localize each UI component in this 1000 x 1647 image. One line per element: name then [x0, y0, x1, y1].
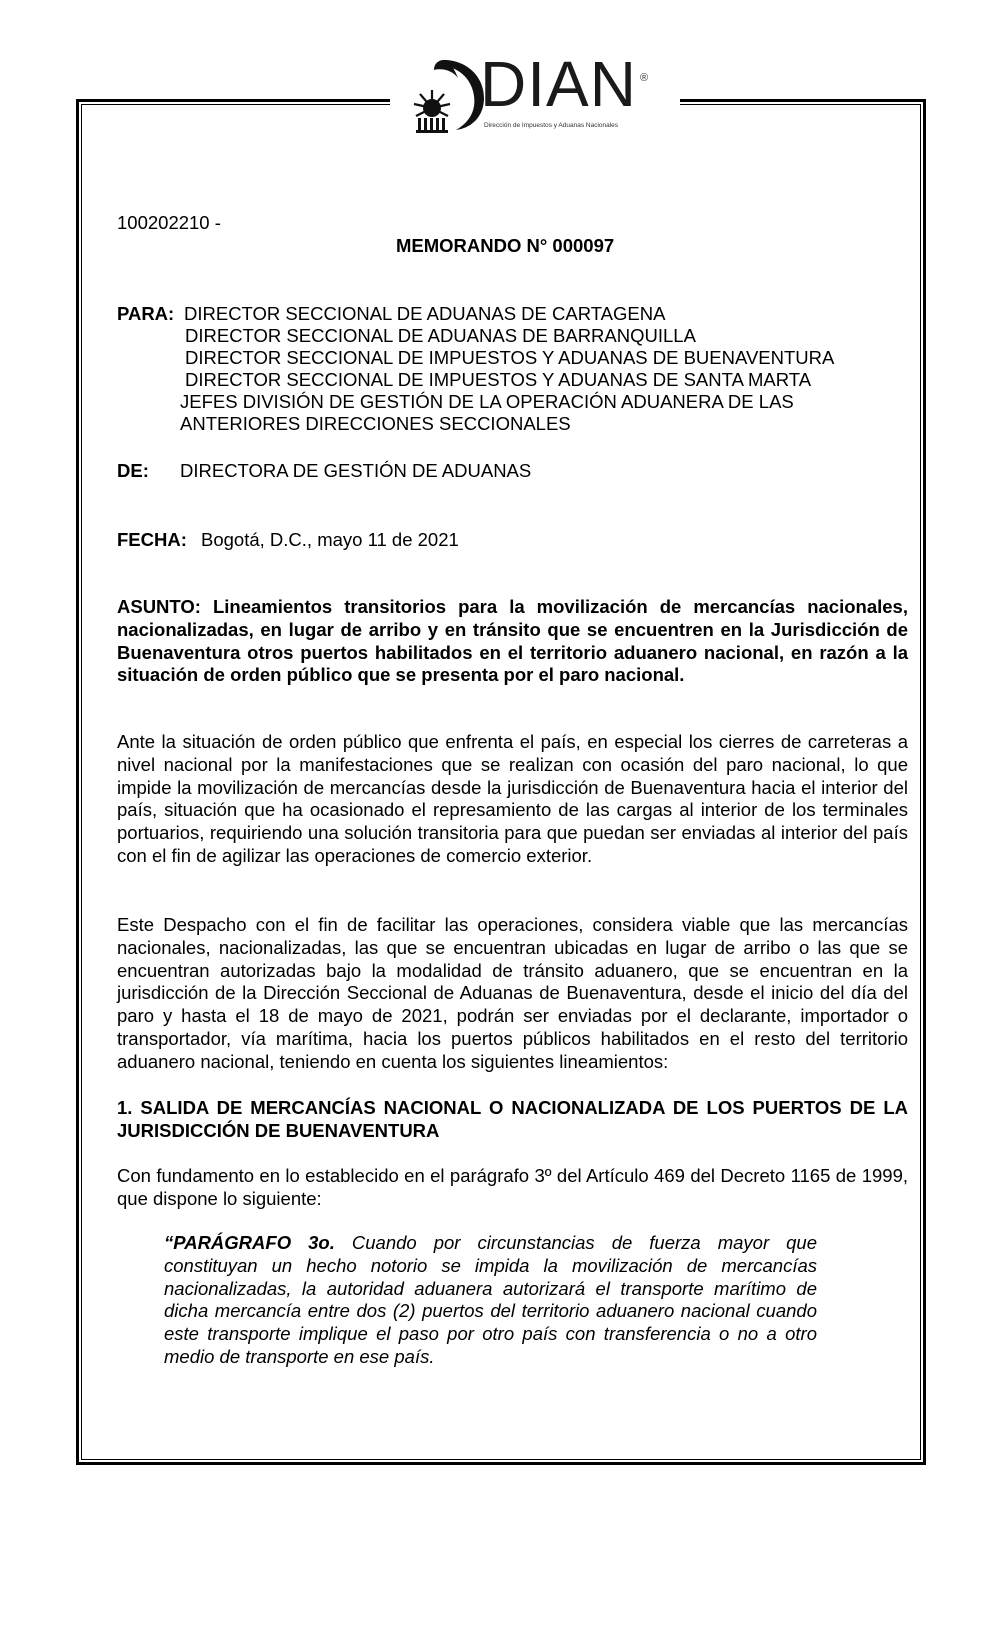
quote-lead: “PARÁGRAFO 3o.: [164, 1232, 335, 1253]
registered-mark: ®: [640, 72, 649, 84]
dian-emblem-icon: [408, 58, 488, 138]
asunto: ASUNTO: Lineamientos transitorios para la movilización de mercancías nacionales, nacionalizadas, en lugar de arribo y en tránsito que se encuentren en la Jurisdicción de Buenaventura otros puertos habilitados en el territorio aduanero nacional, en razón a la situación de orden público que se presenta por el paro nacional.: [117, 596, 908, 686]
recipient-line: DIRECTOR SECCIONAL DE IMPUESTOS Y ADUANAS DE BUENAVENTURA: [185, 347, 835, 368]
recipient-line: JEFES DIVISIÓN DE GESTIÓN DE LA OPERACIÓN ADUANERA DE LAS: [180, 391, 794, 412]
body-paragraph: Este Despacho con el fin de facilitar las operaciones, considera viable que las mercancías nacionales, nacionalizadas, las que se encuentran ubicadas en lugar de arribo o las que se encuentran autorizadas bajo la modalidad de tránsito aduanero, que se encuentran en la jurisdicción de la Dirección Seccional de Aduanas de Buenaventura, desde el inicio del día del paro y hasta el 18 de mayo de 2021, podrán ser enviadas por el declarante, importador o transportador, vía marítima, hacia los puertos públicos habilitados en el resto del territorio aduanero nacional, teniendo en cuenta los siguientes lineamientos:: [117, 914, 908, 1072]
recipient-line: DIRECTOR SECCIONAL DE ADUANAS DE BARRANQUILLA: [185, 325, 696, 346]
para-label: PARA:: [117, 303, 175, 324]
recipient-line: ANTERIORES DIRECCIONES SECCIONALES: [180, 413, 571, 434]
quote-body: Cuando por circunstancias de fuerza mayor que constituyan un hecho notorio se impida la movilización de mercancías nacionalizadas, la autoridad aduanera autorizará el transporte marítimo de dicha mercancía entre dos (2) puertos del territorio aduanero nacional cuando este transporte implique el paso por otro país con transferencia o no a otro medio de transporte en ese país.: [164, 1232, 818, 1367]
body-paragraph: Ante la situación de orden público que enfrenta el país, en especial los cierres de carreteras a nivel nacional por la manifestaciones que se realizan con ocasión del paro nacional, lo que impide la movilización de mercancías desde la jurisdicción de Buenaventura hacia el interior del país, situación que ha ocasionado el represamiento de las cargas al interior de los terminales portuarios, requiriendo una solución transitoria para que puedan ser enviadas al interior del país con el fin de agilizar las operaciones de comercio exterior.: [117, 731, 908, 866]
recipient-line: DIRECTOR SECCIONAL DE IMPUESTOS Y ADUANAS DE SANTA MARTA: [185, 369, 812, 390]
memo-title: MEMORANDO N° 000097: [396, 235, 615, 256]
dian-logo: [408, 48, 678, 138]
recipient-line: DIRECTOR SECCIONAL DE ADUANAS DE CARTAGENA: [184, 303, 666, 324]
logo-wordmark: DIAN: [480, 48, 637, 120]
legal-quote: [164, 1232, 817, 1369]
de-label: DE:: [117, 460, 149, 481]
section-intro: Con fundamento en lo establecido en el parágrafo 3º del Artículo 469 del Decreto 1165 de 1999, que dispone lo siguiente:: [117, 1165, 908, 1209]
de-value: DIRECTORA DE GESTIÓN DE ADUANAS: [180, 460, 532, 481]
reference-number: 100202210 -: [117, 212, 221, 233]
fecha-label: FECHA:: [117, 529, 187, 550]
fecha-value: Bogotá, D.C., mayo 11 de 2021: [201, 529, 459, 550]
logo-subtitle: Dirección de Impuestos y Aduanas Nacionales: [484, 122, 619, 129]
section-heading: 1. SALIDA DE MERCANCÍAS NACIONAL O NACIONALIZADA DE LOS PUERTOS DE LA JURISDICCIÓN DE BUENAVENTURA: [117, 1097, 908, 1141]
